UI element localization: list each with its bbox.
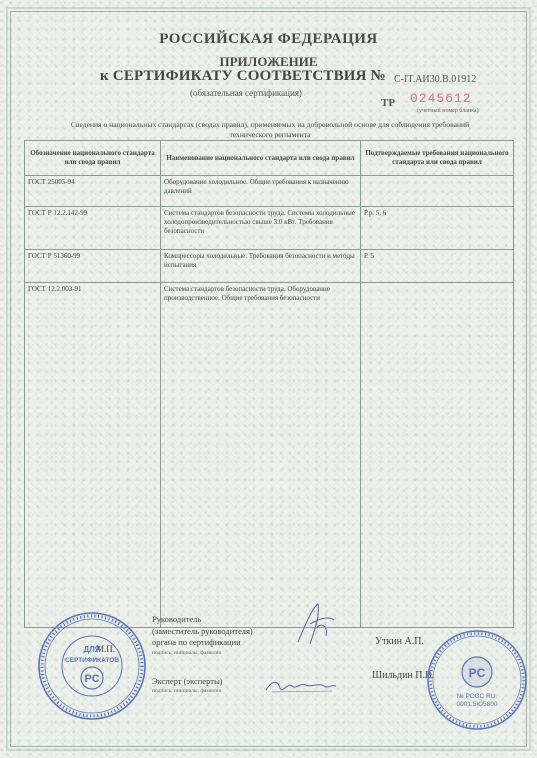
head-signature — [290, 598, 340, 650]
blank-serial-caption: (учетный номер бланка) — [417, 108, 479, 114]
head-caption: подпись, инициалы, фамилия — [152, 650, 221, 656]
blank-serial-number: 0245612 — [410, 91, 472, 106]
stamp-text-certificates: СЕРТИФИКАТОВ — [64, 657, 120, 664]
standard-name: Компрессоры холодильные. Требования безопасности и методы испытания — [161, 250, 361, 283]
standard-requirements: Р. 5 — [361, 250, 514, 283]
table-row — [25, 207, 514, 250]
standard-requirements — [361, 176, 514, 207]
expert-name: Шильдин П.В. — [372, 670, 435, 681]
country-heading: РОССИЙСКАЯ ФЕДЕРАЦИЯ — [159, 31, 378, 47]
standard-name: Система стандартов безопасности труда. Системы холодильные холодопроизводительностью свыше 3.0 кВт. Требования безопасности — [161, 207, 361, 250]
certificate-number: C-IT.AИ30.B.01912 — [394, 74, 477, 85]
expert-caption: подпись, инициалы, фамилия — [152, 688, 221, 694]
stamp-registry-number: № РОСС RU. — [456, 693, 498, 700]
appendix-heading: ПРИЛОЖЕНИЕ — [219, 54, 318, 69]
standards-table — [24, 140, 514, 628]
registration-stamp — [425, 628, 529, 732]
standard-requirements: Р.р. 5, 6 — [361, 207, 514, 250]
head-label: Руководитель — [152, 614, 202, 624]
tr-label: ТР — [381, 97, 396, 109]
expert-label: Эксперт (эксперты) — [152, 676, 223, 686]
certificate-title: к СЕРТИФИКАТУ СООТВЕТСТВИЯ № — [100, 68, 386, 84]
standard-name: Оборудование холодильное. Общие требования к назначению давлений — [161, 176, 361, 207]
standard-code: ГОСТ Р 51360-99 — [25, 250, 161, 283]
expert-signature — [262, 676, 340, 698]
standard-code: ГОСТ 12.2.003-91 — [25, 283, 161, 628]
svg-text:PC: PC — [84, 673, 100, 685]
table-row — [25, 176, 514, 207]
standard-code: ГОСТ 25005-94 — [25, 176, 161, 207]
standard-requirements — [361, 283, 514, 628]
certification-type: (обязательная сертификация) — [190, 88, 302, 98]
certification-body-stamp — [36, 610, 148, 722]
head-name: Уткин А.П. — [375, 636, 424, 647]
standard-code: ГОСТ Р 12.2.142-99 — [25, 207, 161, 250]
svg-text:PC: PC — [468, 666, 486, 680]
table-header-row — [25, 141, 514, 176]
head-label-deputy: (заместитель руководителя) — [152, 626, 253, 636]
table-row — [25, 250, 514, 283]
table-header-name: Наименование национального стандарта или свода правил — [161, 141, 361, 176]
standards-intro: Сведения о национальных стандартах (сводах правил), применяемых на добровольной основе для соблюдения требований технического регламента — [70, 120, 470, 139]
stamp-registry-code: 0001.5Ю5800 — [456, 701, 498, 708]
stamp-text-for: ДЛЯ — [83, 645, 101, 654]
table-row — [25, 283, 514, 628]
stamp-place-mark: М.П. — [96, 644, 116, 654]
table-header-code: Обозначение национального стандарта или свода правил — [25, 141, 161, 176]
head-label-body: органа по сертификации — [152, 637, 241, 647]
table-header-requirements: Подтверждаемые требования национального стандарта или свода правил — [361, 141, 514, 176]
standard-name: Система стандартов безопасности труда. Оборудование производственное. Общие требования безопасности — [161, 283, 361, 628]
